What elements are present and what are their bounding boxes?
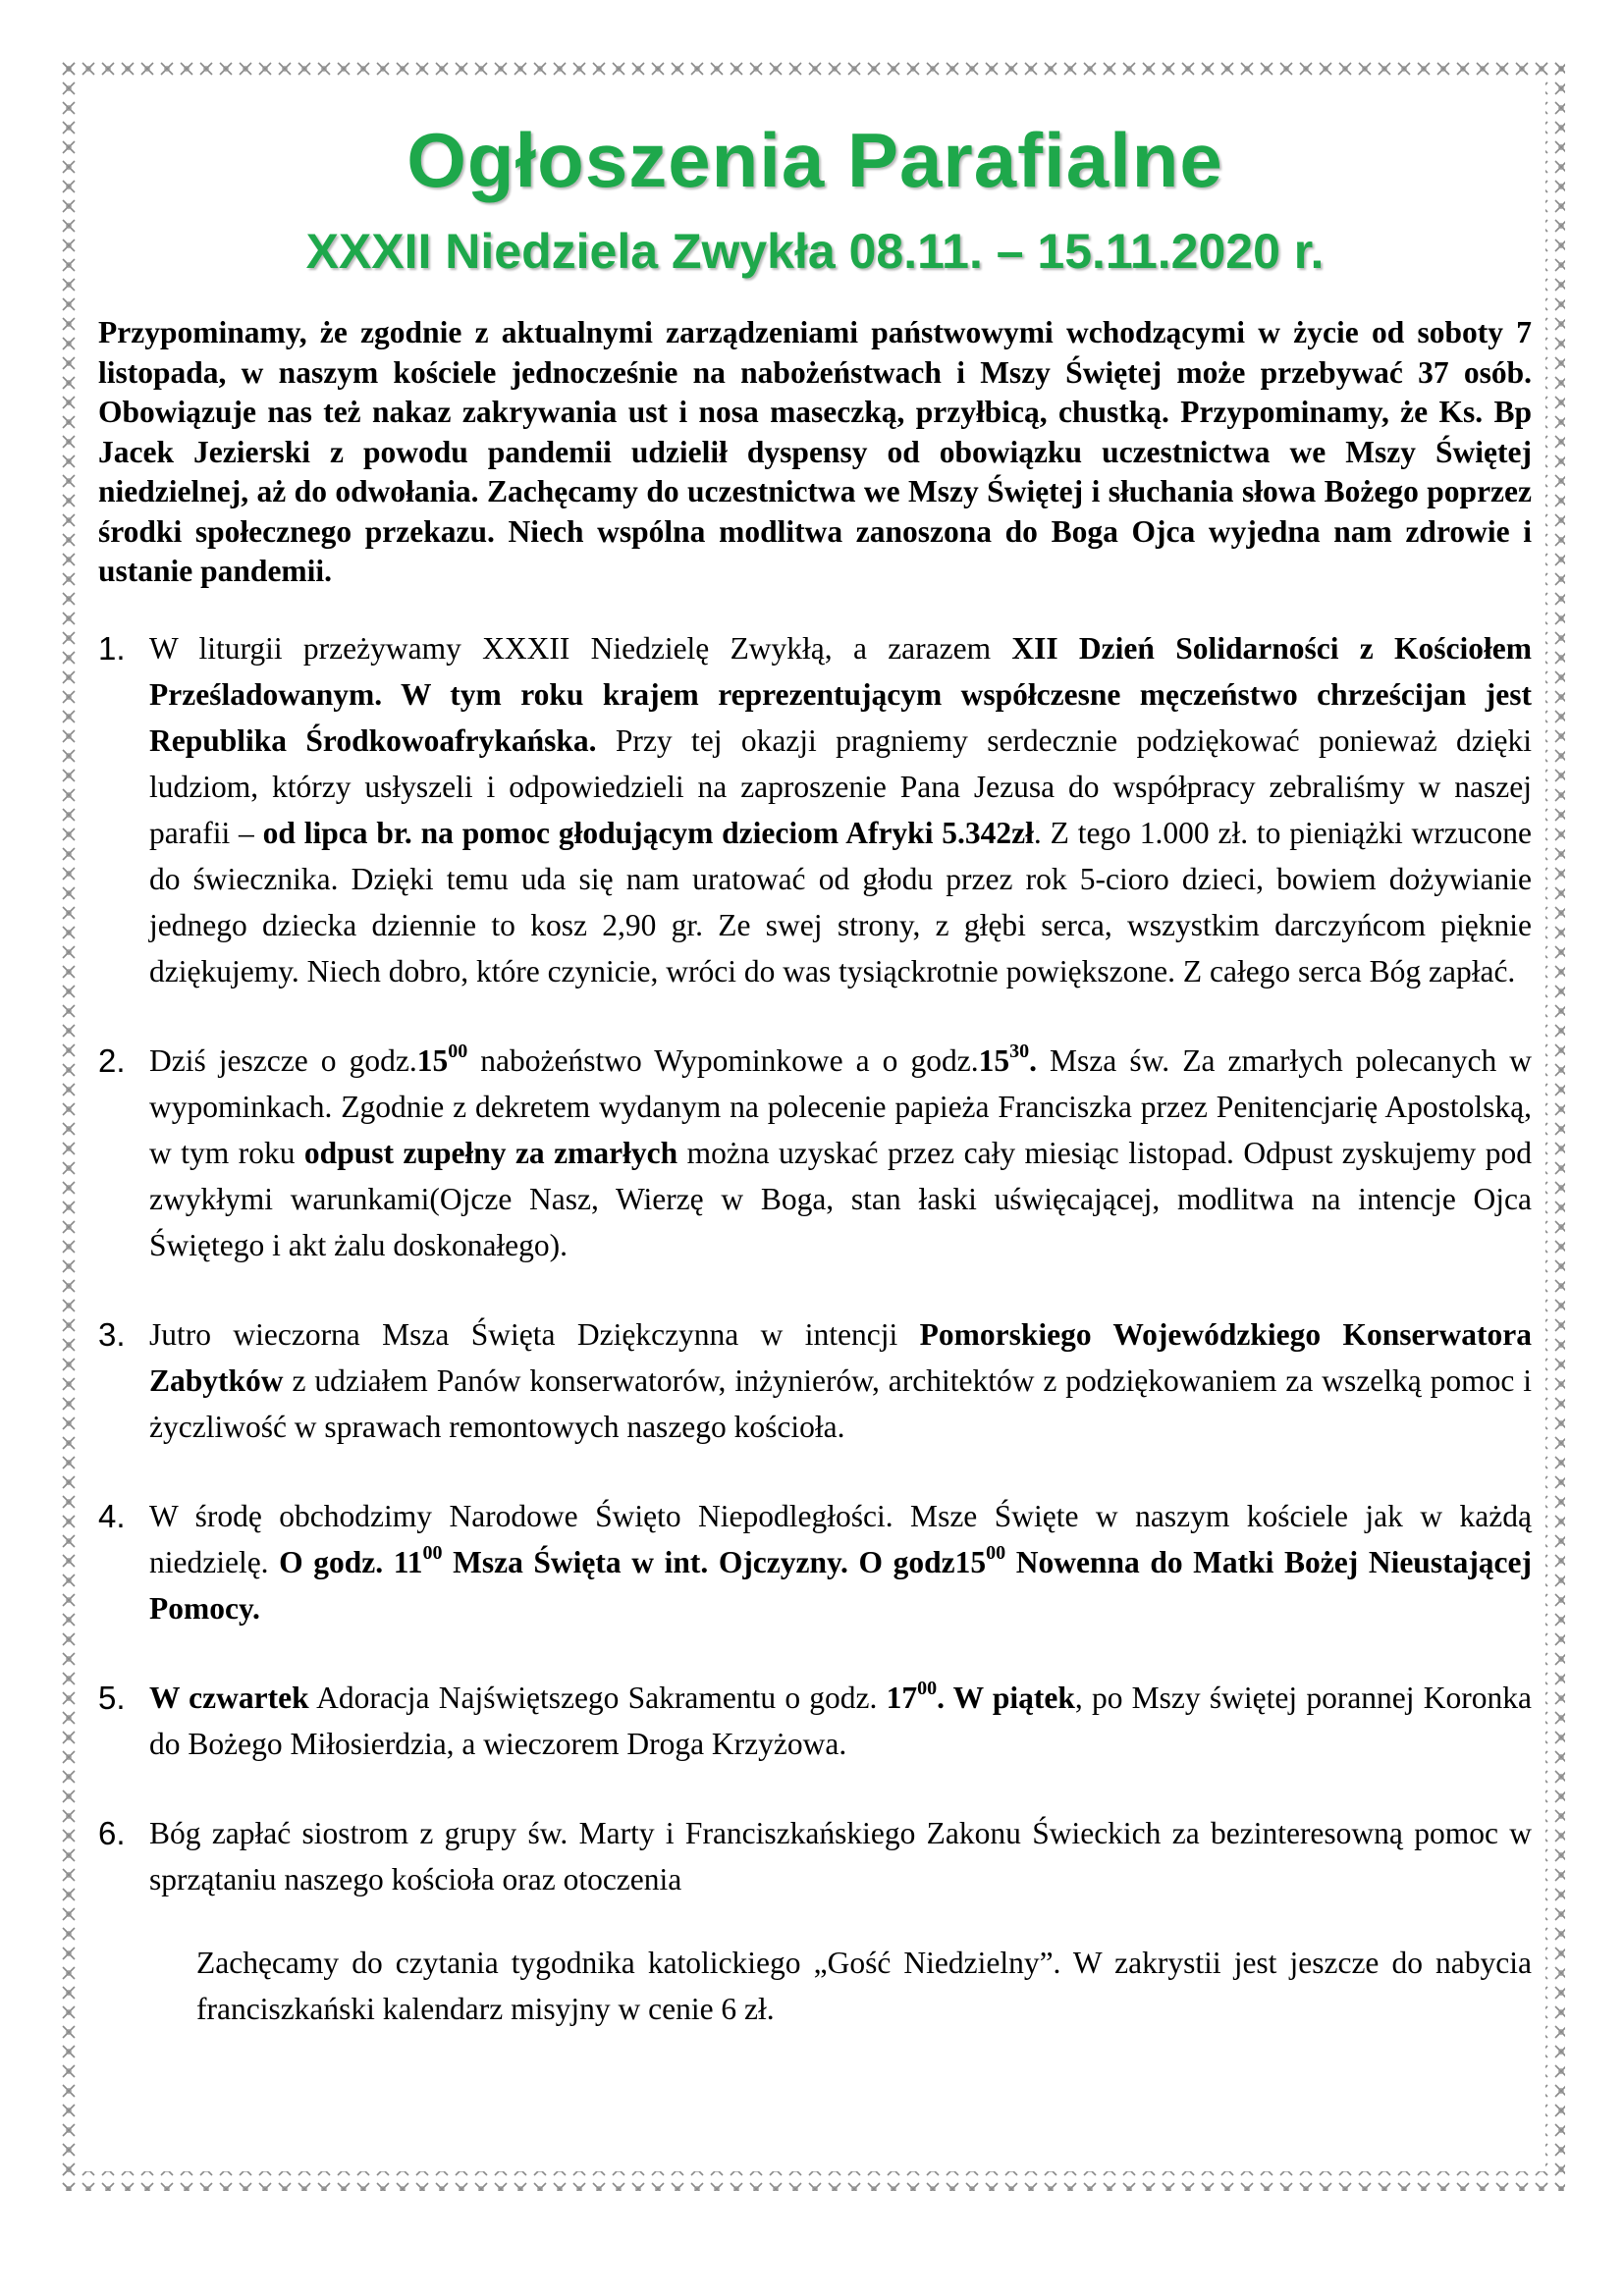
- announcement-item: [98, 1038, 1532, 1268]
- time-superscript: 00: [917, 1678, 938, 1699]
- bold-text-run: W czwartek: [149, 1680, 309, 1715]
- bold-text-run: 15: [416, 1042, 449, 1078]
- intro-paragraph: Przypominamy, że zgodnie z aktualnymi zarządzeniami państwowymi wchodzącymi w życie od soboty 7 listopada, w naszym kościele jednocześnie na nabożeństwach i Mszy Świętej może przebywać 37 osób. Obowiązuje nas też nakaz zakrywania ust i nosa maseczką, przyłbicą, chustką. Przypominamy, że Ks. Bp Jacek Jezierski z powodu pandemii udzielił dyspensy od obowiązku uczestnictwa we Mszy Świętej niedzielnej, aż do odwołania. Zachęcamy do uczestnictwa we Mszy Świętej i słuchania słowa Bożego poprzez środki społecznego przekazu. Niech wspólna modlitwa zanoszona do Boga Ojca wyjedna nam zdrowie i ustanie pandemii.: [98, 315, 1532, 588]
- text-run: Adoracja Najświętszego Sakramentu o godz.: [308, 1680, 887, 1715]
- text-run: Bóg zapłać siostrom z grupy św. Marty i Franciszkańskiego Zakonu Świeckich za bezinteresowną pomoc w sprzątaniu naszego kościoła oraz otoczenia: [149, 1815, 1532, 1896]
- announcement-number: 5.: [98, 1679, 126, 1716]
- bold-text-run: 17: [886, 1680, 918, 1715]
- text-run: W środę obchodzimy Narodowe Święto Niepodległości. Msze Święte w naszym kościele jak w każdą niedzielę.: [149, 1498, 1532, 1579]
- announcements-list: [98, 625, 1532, 1902]
- text-run: z udziałem Panów konserwatorów, inżynierów, architektów z podziękowaniem za wszelką pomoc i życzliwość w sprawach remontowych naszego kościoła.: [149, 1362, 1532, 1444]
- bold-text-run: odpust zupełny za zmarłych: [303, 1135, 678, 1170]
- page-subtitle: XXXII Niedziela Zwykła 08.11. – 15.11.2020 r.: [305, 224, 1325, 279]
- time-superscript: 30: [1009, 1041, 1030, 1062]
- announcement-item: [98, 625, 1532, 994]
- announcement-text: [149, 625, 1532, 994]
- announcement-text: [149, 1810, 1532, 1902]
- bold-text-run: 15: [978, 1042, 1010, 1078]
- announcement-item: [98, 1675, 1532, 1767]
- text-run: Dziś jeszcze o godz.: [149, 1042, 417, 1078]
- announcement-number: 4.: [98, 1497, 126, 1534]
- time-superscript: 00: [448, 1041, 468, 1062]
- bold-text-run: Pomorskiego Wojewódzkiego Konserwatora Zabytków: [149, 1316, 1532, 1398]
- page-title: Ogłoszenia Parafialne: [406, 117, 1223, 203]
- text-run: można uzyskać przez cały miesiąc listopad. Odpust zyskujemy pod zwykłymi warunkami(Ojcze Nasz, Wierzę w Boga, stan łaski uświęcającej, modlitwa na intencje Ojca Świętego i akt żalu doskonałego).: [149, 1135, 1532, 1262]
- bold-text-run: .: [1029, 1042, 1037, 1078]
- bold-text-run: Nowenna do Matki Bożej Nieustającej Pomocy.: [149, 1544, 1533, 1626]
- announcement-text: [149, 1493, 1532, 1631]
- announcement-number: 6.: [98, 1814, 126, 1851]
- announcements-content: [98, 113, 1532, 2032]
- announcement-item: [98, 1810, 1532, 1902]
- closing-paragraph: Zachęcamy do czytania tygodnika katolickiego „Gość Niedzielny”. W zakrystii jest jeszcze do nabycia franciszkański kalendarz misyjny w cenie 6 zł.: [196, 1945, 1532, 2026]
- announcement-item: [98, 1493, 1532, 1631]
- text-run: . Z tego 1.000 zł. to pieniążki wrzucone do świecznika. Dzięki temu uda się nam uratować od głodu przez rok 5-cioro dzieci, bowiem dożywianie jednego dziecka dziennie to kosz 2,90 gr. Ze swej strony, z głębi serca, wszystkim darczyńcom pięknie dziękujemy. Niech dobro, które czynicie, wróci do was tysiąckrotnie powiększone. Z całego serca Bóg zapłać.: [149, 815, 1532, 988]
- text-run: W liturgii przeżywamy XXXII Niedzielę Zwykłą, a zarazem: [149, 630, 1012, 666]
- time-superscript: 00: [422, 1542, 443, 1564]
- bold-text-run: . W piątek: [937, 1680, 1075, 1715]
- announcement-number: 2.: [98, 1041, 126, 1079]
- announcement-text: [149, 1038, 1532, 1268]
- time-superscript: 00: [986, 1542, 1006, 1564]
- announcement-item: [98, 1311, 1532, 1450]
- bold-text-run: XII Dzień Solidarności z Kościołem Prześladowanym. W tym roku krajem reprezentującym współczesne męczeństwo chrześcijan jest Republika Środkowoafrykańska.: [149, 630, 1532, 758]
- announcement-text: [149, 1675, 1532, 1767]
- announcement-text: [149, 1311, 1532, 1450]
- announcement-number: 1.: [98, 629, 126, 667]
- text-run: , po Mszy świętej porannej Koronka do Bożego Miłosierdzia, a wieczorem Droga Krzyżowa.: [149, 1680, 1532, 1761]
- bold-text-run: O godz. 11: [279, 1544, 423, 1579]
- announcement-number: 3.: [98, 1315, 126, 1353]
- text-run: Jutro wieczorna Msza Święta Dziękczynna w intencji: [149, 1316, 920, 1352]
- text-run: Przy tej okazji pragniemy serdecznie podziękować ponieważ dzięki ludziom, którzy usłyszeli i odpowiedzieli na zaproszenie Pana Jezusa do współpracy zebraliśmy w naszej parafii –: [149, 722, 1533, 850]
- bold-text-run: od lipca br. na pomoc głodującym dzieciom Afryki 5.342zł: [262, 815, 1034, 850]
- text-run: Msza św. Za zmarłych polecanych w wypominkach. Zgodnie z dekretem wydanym na polecenie papieża Franciszka przez Penitencjarię Apostolską, w tym roku: [149, 1042, 1533, 1170]
- bold-text-run: Msza Święta w int. Ojczyzny. O godz15: [442, 1544, 987, 1579]
- text-run: nabożeństwo Wypominkowe a o godz.: [467, 1042, 979, 1078]
